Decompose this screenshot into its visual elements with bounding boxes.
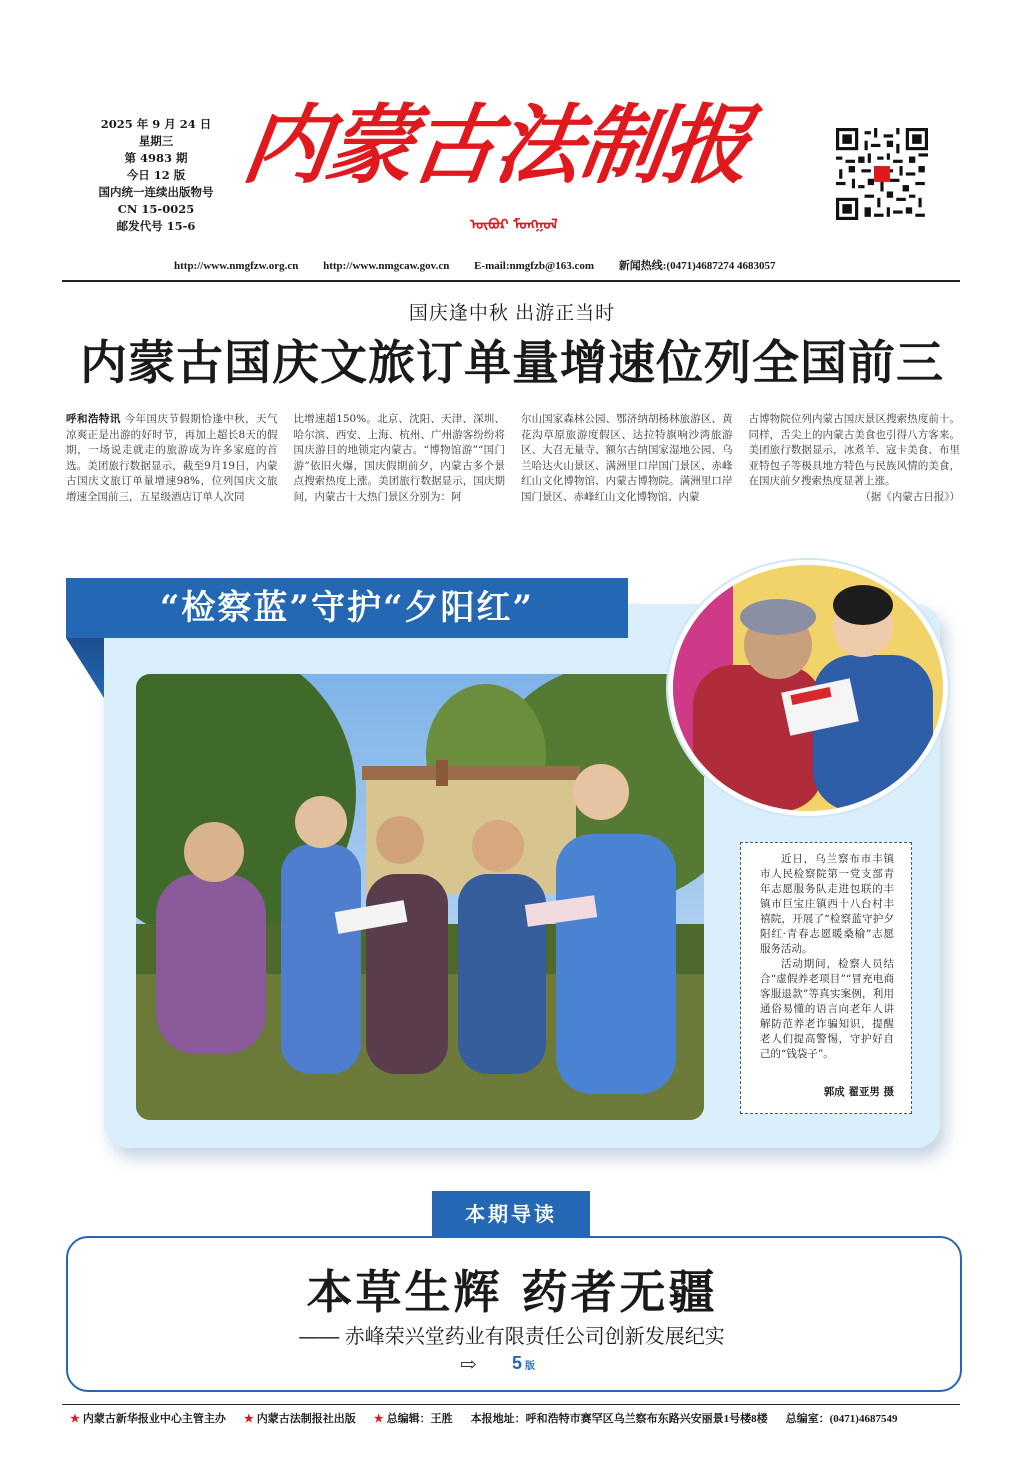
lead-headline[interactable]: 内蒙古国庆文旅订单量增速位列全国前三 [80,336,944,391]
article-text-2: 比增速超150%。北京、沈阳、天津、深圳、哈尔滨、西安、上海、杭州、广州游客纷纷将国庆游目的地锁定内蒙古。“博物馆游”“国门游”依旧火爆，国庆假期前夕，内蒙古多个景点搜索热度上涨。美团旅行数据显示，国庆期间，内蒙古十大热门景区分别为：阿 [293,413,505,503]
issue-date: 2025 年 9 月 24 日 [100,117,212,131]
lead-kicker: 国庆逢中秋 出游正当时 [408,303,616,324]
email-address[interactable]: E-mail:nmgfzb@163.com [474,260,594,272]
footer-editor-text: 总编辑：王胜 [386,1413,453,1425]
article-byline: 呼和浩特讯 [66,413,121,425]
article-text-1: 今年国庆节假期恰逢中秋，天气凉爽正是出游的好时节，再加上超长8天的假期，一场说走就走的旅游成为许多家庭的首选。美团旅行数据显示，截至9月19日，内蒙古国庆文旅订单量增速98%，位列国庆文旅增速全国前三，五星级酒店订单人次同 [66,413,278,503]
arrow-right-icon: ⇨ [460,1352,477,1376]
website-link-1[interactable]: http://www.nmgfzw.org.cn [174,260,299,272]
cn-number: CN 15-0025 [117,202,195,216]
banner-fold [66,638,104,698]
article-column-1 [66,412,278,516]
issue-number: 第 4983 期 [124,151,188,165]
preview-subtitle: —— 赤峰荣兴堂药业有限责任公司创新发展纪实 [299,1326,725,1348]
newspaper-logo [236,82,814,210]
inset-photo[interactable] [668,560,948,816]
caption-paragraph-2: 活动期间，检察人员结合“虚假养老项目”“冒充电商客服退款”等真实案例，利用通俗易懂的语言向老年人讲解防范养老诈骗知识，提醒老人们提高警惕，守护好自己的“钱袋子”。 [760,958,894,1060]
mongolian-title: ᠥᠪᠦᠷ ᠮᠣᠩᠭᠣᠯ [470,217,558,233]
star-icon: ★ [243,1413,254,1425]
issue-weekday: 星期三 [138,134,174,148]
qr-code-icon [836,128,928,220]
preview-page-link[interactable] [512,1353,535,1374]
footer-sponsor [70,1410,226,1426]
preview-title[interactable]: 本草生辉 药者无疆 [306,1265,718,1319]
preview-page-number: 5 [512,1353,523,1373]
footer [70,1410,960,1426]
article-text-4: 古博物院位列内蒙古国庆景区搜索热度前十。同样，舌尖上的内蒙古美食也引得八方客来。美团旅行数据显示，冰煮羊、寇卡美食、布里亚特包子等极具地方特色与民族风情的美食，在国庆前夕搜索热度显著上涨。 [748,413,960,487]
footer-editor [374,1410,453,1426]
masthead-meta [86,116,226,235]
photo-credit: 郭成 翟亚男 摄 [823,1086,894,1098]
news-hotline: 新闻热线:(0471)4687274 4683057 [618,260,776,272]
caption-paragraph-1: 近日，乌兰察布市丰镇市人民检察院第一党支部青年志愿服务队走进包联的丰镇市巨宝庄镇西十八台村丰禧院，开展了“检察蓝守护夕阳红·青春志愿暖桑榆”志愿服务活动。 [760,853,894,955]
main-photo[interactable] [136,674,704,1120]
star-icon: ★ [373,1413,384,1425]
footer-divider [62,1404,960,1405]
article-source: （据《内蒙古日报》） [860,490,960,503]
footer-publisher-text: 内蒙古法制报社出版 [256,1413,356,1425]
article-column-3 [521,412,733,516]
logo-wordmark: 内蒙古法制报 [236,95,756,196]
photo-caption [760,852,894,1062]
article-column-4 [749,412,961,516]
article-text-3: 尔山国家森林公园、鄂济纳胡杨林旅游区、黄花沟草原旅游度假区、达拉特旗响沙湾旅游区、大召无量寺、额尔古纳国家湿地公园、乌兰哈达火山景区、满洲里口岸国门景区、赤峰红山文化博物馆、内蒙古博物院。满洲里口岸国门景区、赤峰红山文化博物馆、内蒙 [521,413,733,503]
feature-title[interactable]: “检察蓝”守护“夕阳红” [159,588,535,628]
lead-article [66,412,960,516]
masthead-divider [62,280,960,282]
footer-publisher [244,1410,356,1426]
footer-office: 总编室：(0471)4687549 [785,1413,898,1425]
footer-sponsor-text: 内蒙古新华报业中心主管主办 [82,1413,226,1425]
article-column-2 [294,412,506,516]
serial-label: 国内统一连续出版物号 [98,185,214,199]
postal-code: 邮发代号 15-6 [116,219,196,233]
preview-page-unit: 版 [525,1361,536,1372]
contact-line [174,257,874,273]
footer-address: 本报地址：呼和浩特市赛罕区乌兰察布东路兴安丽景1号楼8楼 [470,1413,768,1425]
website-link-2[interactable]: http://www.nmgcaw.gov.cn [323,260,450,272]
page-count: 今日 12 版 [126,168,186,182]
star-icon: ★ [70,1413,80,1425]
preview-tab: 本期导读 [432,1191,590,1237]
